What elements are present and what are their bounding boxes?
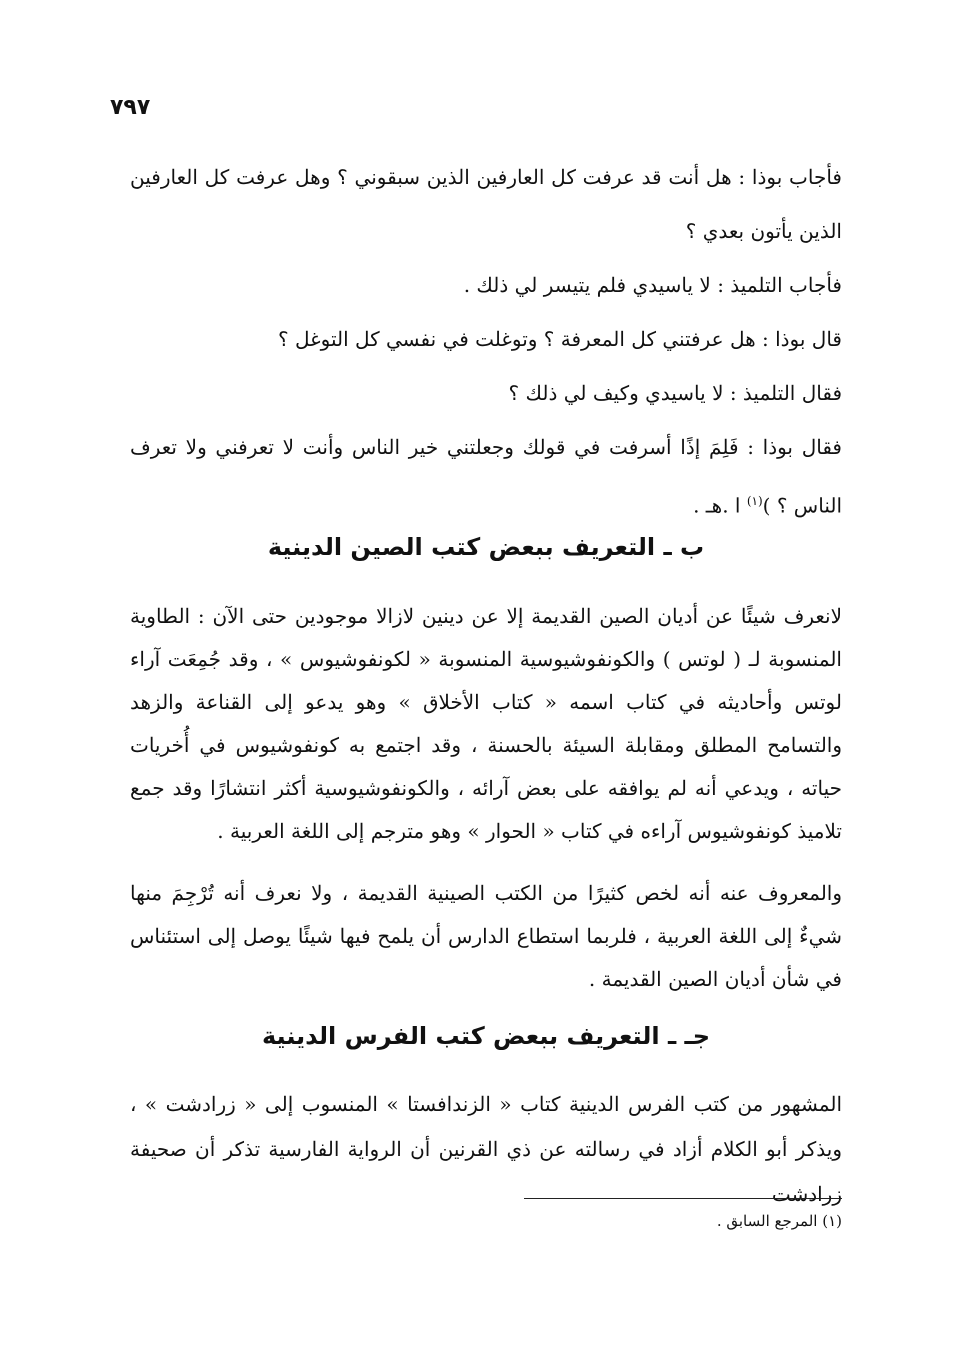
paragraph-text: فأجاب التلميذ : لا ياسيدي فلم يتيسر لي ذلك . xyxy=(463,273,842,297)
section-heading-persia: جـ ـ التعريف ببعض كتب الفرس الدينية xyxy=(261,1022,711,1050)
paragraph-buddha-question-2 xyxy=(130,312,842,366)
paragraph-buddha-conclusion xyxy=(130,420,842,533)
paragraph-text: والمعروف عنه أنه لخص كثيرًا من الكتب الصينية القديمة ، ولا نعرف أنه تُرْجِمَ منها شيءٌ إلى اللغة العربية ، فلربما استطاع الدارس أن يلمح فيها شيئًا يوصل إلى استئناس في شأن أديان الصين القديمة . xyxy=(130,881,842,991)
paragraph-text xyxy=(130,420,842,533)
footnote-divider xyxy=(524,1198,842,1199)
paragraph-text: لانعرف شيئًا عن أديان الصين القديمة إلا عن دينين لازالا موجودين حتى الآن : الطاوية المنسوبة لـ ( لوتس ) والكونفوشيوسية المنسوبة « لكونفوشيوس » ، وقد جُمِعَت آراء لوتس وأحاديثه في كتاب اسمه « كتاب الأخلاق » وهو يدعو إلى القناعة والزهد والتسامح المطلق ومقابلة السيئة بالحسنة ، وقد اجتمع به كونفوشيوس في أُخريات حياته ، ويدعي أنه لم يوافقه على بعض آرائه ، والكونفوشيوسية أكثر انتشارًا وقد جمع تلاميذ كونفوشيوس آراءه في كتاب « الحوار » وهو مترجم إلى اللغة العربية . xyxy=(130,604,842,843)
paragraph-china-books xyxy=(130,872,842,1001)
footnote-reference: (١) xyxy=(746,494,763,508)
paragraph-text: فقال التلميذ : لا ياسيدي وكيف لي ذلك ؟ xyxy=(508,381,842,405)
footnote: (١) المرجع السابق . xyxy=(716,1212,842,1230)
paragraph-text: فأجاب بوذا : هل أنت قد عرفت كل العارفين الذين سبقوني ؟ وهل عرفت كل العارفين الذين يأتون بعدي ؟ xyxy=(130,165,842,243)
paragraph-text: قال بوذا : هل عرفتني كل المعرفة ؟ وتوغلت في نفسي كل التوغل ؟ xyxy=(278,327,842,351)
paragraph-text: المشهور من كتب الفرس الدينية كتاب « الزندافستا » المنسوب إلى « زرادشت » ، ويذكر أبو الكلام أزاد في رسالته عن ذي القرنين أن الرواية الفارسية تذكر أن صحيفة زرادشت xyxy=(130,1092,842,1206)
paragraph-student-answer-1 xyxy=(130,258,842,312)
paragraph-persia-books xyxy=(130,1082,842,1217)
paragraph-ending: ا .هـ . xyxy=(693,493,747,518)
paragraph-body: فقال بوذا : فَلِمَ إذًا أسرفت في قولك وجعلتني خير الناس وأنت لا تعرفني ولا تعرف الناس ؟ ) xyxy=(130,435,842,518)
page-number: ٧٩٧ xyxy=(110,95,151,120)
paragraph-student-answer-2 xyxy=(130,366,842,420)
paragraph-buddha-question xyxy=(130,150,842,258)
paragraph-china-religions xyxy=(130,595,842,853)
section-heading-china: ب ـ التعريف ببعض كتب الصين الدينية xyxy=(267,533,705,561)
